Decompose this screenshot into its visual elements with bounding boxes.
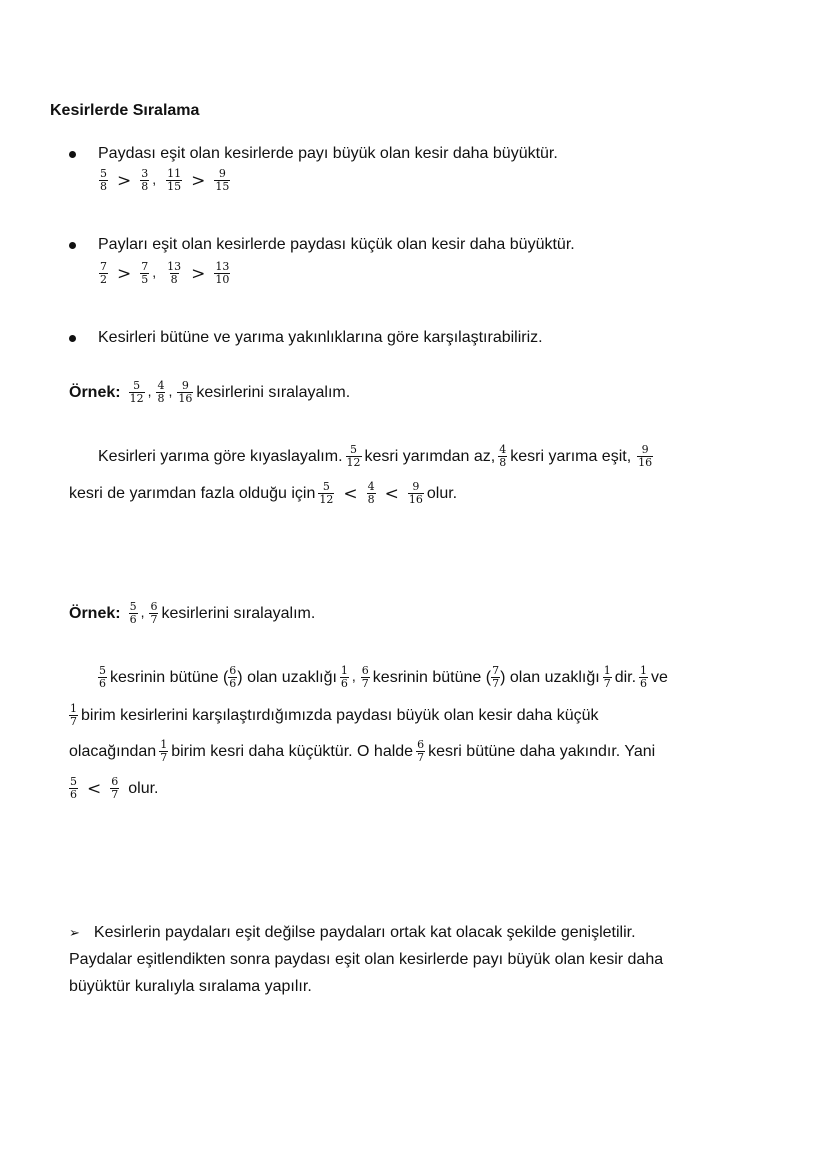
fraction: $\frac{4}{8}$ (367, 480, 375, 506)
fraction: $\frac{1}{7}$ (603, 664, 611, 690)
fraction: $\frac{1}{7}$ (70, 702, 77, 728)
fraction: $\frac{7}{2}$ (100, 260, 107, 286)
fraction: $\frac{3}{8}$ (141, 167, 149, 193)
rule-1-text: Paydası eşit olan kesirlerde payı büyük olan kesir daha büyüktür. (98, 145, 558, 162)
operator: > (117, 170, 132, 191)
fraction: $\frac{1}{6}$ (640, 664, 648, 690)
rule-2-examples (96, 261, 233, 286)
fraction: $\frac{6}{7}$ (111, 775, 119, 801)
separator: , (351, 668, 356, 684)
text: kesrinin bütüne ( (372, 668, 492, 686)
operator: > (191, 263, 206, 284)
example-2-line-4 (66, 776, 159, 801)
fraction: $\frac{9}{16}$ (408, 480, 423, 506)
example-1-heading (69, 380, 350, 405)
page-title: Kesirlerde Sıralama (50, 102, 200, 119)
fraction: $\frac{13}{8}$ (167, 260, 182, 286)
fraction: $\frac{11}{15}$ (167, 167, 182, 193)
separator: , (147, 383, 152, 399)
fraction: $\frac{5}{6}$ (70, 775, 77, 801)
example-2-line-3 (69, 739, 655, 764)
example-label: Örnek: (69, 383, 121, 401)
bullet-icon (69, 335, 76, 342)
text: ) olan uzaklığı (237, 668, 337, 686)
separator: , (152, 264, 157, 280)
note-line-3: büyüktür kuralıyla sıralama yapılır. (69, 978, 312, 995)
operator: < (343, 483, 358, 504)
bullet-icon (69, 151, 76, 158)
rule-2-text: Payları eşit olan kesirlerde paydası küçük olan kesir daha büyüktür. (98, 236, 575, 253)
rule-3-text: Kesirleri bütüne ve yarıma yakınlıklarına göre karşılaştırabiliriz. (98, 329, 543, 346)
text: birim kesirlerini karşılaştırdığımızda paydası büyük olan kesir daha küçük (81, 706, 599, 724)
fraction: $\frac{7}{7}$ (492, 664, 500, 690)
rule-1-examples (96, 168, 233, 193)
example-prompt: kesirlerini sıralayalım. (161, 604, 316, 622)
text: olacağından (69, 742, 157, 760)
operator: < (87, 778, 102, 799)
fraction: $\frac{9}{15}$ (215, 167, 230, 193)
example-label: Örnek: (69, 604, 121, 622)
fraction: $\frac{1}{6}$ (340, 664, 348, 690)
example-1-line-2 (69, 481, 457, 506)
fraction: $\frac{9}{16}$ (178, 379, 193, 405)
text: kesrinin bütüne ( (110, 668, 229, 686)
operator: > (117, 263, 132, 284)
text: Kesirlerin paydaları eşit değilse paydaları ortak kat olacak şekilde genişletilir. (93, 924, 636, 941)
fraction: $\frac{5}{12}$ (319, 480, 334, 506)
note-line-2: Paydalar eşitlendikten sonra paydası eşit olan kesirlerde payı büyük olan kesir daha (69, 951, 664, 968)
note-line-1 (69, 924, 636, 942)
example-2-heading (69, 601, 315, 626)
text: olur. (426, 484, 458, 502)
fraction: $\frac{5}{8}$ (100, 167, 107, 193)
text: ve (651, 668, 668, 686)
fraction: $\frac{6}{7}$ (361, 664, 369, 690)
fraction: $\frac{7}{5}$ (141, 260, 149, 286)
fraction: $\frac{5}{6}$ (129, 600, 137, 626)
fraction: $\frac{1}{7}$ (160, 738, 168, 764)
fraction: $\frac{6}{6}$ (229, 664, 237, 690)
fraction: $\frac{6}{7}$ (150, 600, 158, 626)
operator: < (384, 483, 399, 504)
text: kesri yarımdan az, (364, 447, 496, 465)
operator: > (191, 170, 206, 191)
text: kesri yarıma eşit, (510, 447, 632, 465)
text: birim kesri daha küçüktür. O halde (171, 742, 414, 760)
text: kesri bütüne daha yakındır. Yani (428, 742, 656, 760)
text: ) olan uzaklığı (500, 668, 600, 686)
text: Kesirleri yarıma göre kıyaslayalım. (98, 447, 343, 465)
separator: , (168, 383, 173, 399)
fraction: $\frac{6}{7}$ (417, 738, 425, 764)
fraction: $\frac{5}{12}$ (129, 379, 144, 405)
fraction: $\frac{5}{12}$ (346, 443, 361, 469)
arrow-bullet-icon: ➢ (69, 925, 80, 940)
separator: , (152, 171, 157, 187)
fraction: $\frac{13}{10}$ (215, 260, 230, 286)
example-1-line-1 (98, 444, 656, 469)
fraction: $\frac{4}{8}$ (157, 379, 165, 405)
fraction: $\frac{9}{16}$ (638, 443, 653, 469)
bullet-icon (69, 242, 76, 249)
example-2-line-2 (66, 703, 599, 728)
text: olur. (128, 779, 159, 797)
text: kesri de yarımdan fazla olduğu için (69, 484, 316, 502)
fraction: $\frac{5}{6}$ (99, 664, 106, 690)
text: dir. (614, 668, 637, 686)
separator: , (140, 604, 145, 620)
example-prompt: kesirlerini sıralayalım. (196, 383, 351, 401)
example-2-line-1 (95, 665, 668, 690)
fraction: $\frac{4}{8}$ (499, 443, 507, 469)
